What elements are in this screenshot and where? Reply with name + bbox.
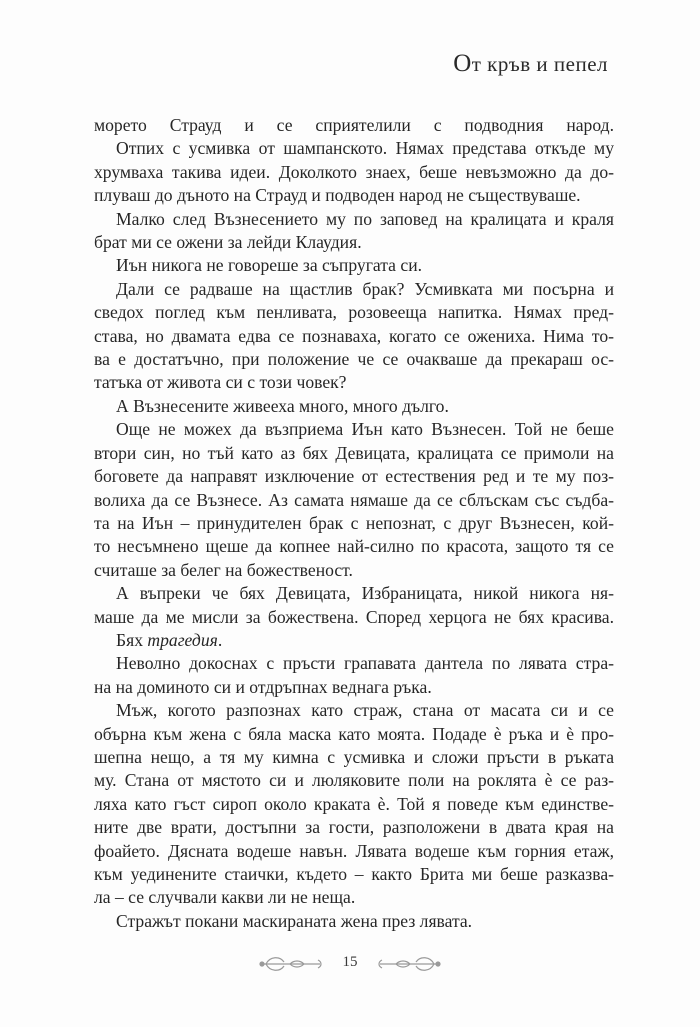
- text-line: хрумваха такива идеи. Доколкото знаех, беше невъзможно да до-: [94, 161, 614, 182]
- page-number: 15: [342, 954, 358, 970]
- text-line: плуваш до дъното на Страуд и подводен народ не съществуваше.: [94, 185, 581, 206]
- italic-word: трагедия: [147, 629, 218, 650]
- text-line: ляха като гъст сироп около краката ѐ. Той я поведе към единстве-: [94, 793, 614, 814]
- text-line: втори син, но тъй като аз бях Девицата, кралицата се примоли на: [94, 442, 614, 463]
- text-line: считаше за белег на божественост.: [94, 559, 353, 580]
- text-line: А Възнесените живееха много, много дълго.: [116, 395, 449, 416]
- text-line: та на Иън – принудителен брак с непознат, с друг Възнесен, кой-: [94, 512, 614, 533]
- text-line: А въпреки че бях Девицата, Избраницата, никой никога ня-: [116, 583, 614, 604]
- text-line: боговете да направят изключение от естествения ред и те му поз-: [94, 466, 614, 487]
- text-line: брат ми се ожени за лейди Клаудия.: [94, 232, 362, 253]
- text-line: то несъмнено щеше да копнее най-силно по красота, защото тя се: [94, 536, 614, 557]
- text-line: към уединените стаички, където – както Брита ми беше разказва-: [94, 864, 614, 884]
- running-head-initial: О: [453, 50, 472, 77]
- text-line: става, но двамата едва се познаваха, когато се ожениха. Нима то-: [94, 325, 614, 346]
- text-line: обърна към жена с бяла маска като моята. Подаде ѐ ръка и ѐ про-: [94, 723, 614, 744]
- body-text: [94, 114, 614, 933]
- text-line: шепна нещо, а тя му кимна с усмивка и сложи пръсти в ръката: [94, 746, 614, 767]
- running-head: [453, 50, 608, 78]
- text-line: фоайето. Дясната водеше навън. Лявата водеше към горния етаж,: [94, 840, 614, 861]
- text-line: Дали се радваше на щастлив брак? Усмивката ми посърна и: [116, 278, 614, 299]
- text-line: волиха да се Възнесе. Аз самата нямаше да се сблъскам със съдба-: [94, 489, 614, 510]
- text-line: Неволно докоснах с пръсти грапавата дантела по лявата стра-: [116, 653, 614, 674]
- text-line: му. Стана от мястото си и люляковите поли на роклята ѐ се раз-: [94, 770, 614, 791]
- text-line: Мъж, когото разпознах като страж, стана от масата си и се: [116, 700, 614, 721]
- text-line: Отпих с усмивка от шампанското. Нямах представа откъде му: [116, 138, 614, 159]
- text-line: ла – се случвали какви ли не неща.: [94, 887, 356, 908]
- text-line: Стражът покани маскираната жена през лявата.: [116, 910, 473, 931]
- running-head-title: т кръв и пепел: [471, 52, 608, 76]
- text-line: морето Страуд и се сприятелили с подводния народ.: [94, 115, 614, 135]
- text-line: сведох поглед към пенливата, розовееща напитка. Нямах пред-: [94, 302, 614, 323]
- text-line: маше да ме мисли за божествена. Според херцога не бях красива.: [94, 606, 614, 627]
- text-line: ва е достатъчно, при положение че се очакваше да прекараш ос-: [94, 349, 614, 370]
- text-line: Иън никога не говореше за съпругата си.: [116, 255, 423, 276]
- text-line: ните две врати, достъпни за гости, разположени в двата края на: [94, 817, 614, 838]
- text-line: Още не можех да възприема Иън като Възнесен. Той не беше: [116, 419, 614, 440]
- text-line: Бях трагедия.: [116, 629, 223, 650]
- text-line: на на доминото си и отдръпнах веднага ръка.: [94, 676, 432, 697]
- text-line: татъка от живота си с този човек?: [94, 372, 347, 393]
- text-line: Малко след Възнесението му по заповед на кралицата и краля: [116, 208, 614, 229]
